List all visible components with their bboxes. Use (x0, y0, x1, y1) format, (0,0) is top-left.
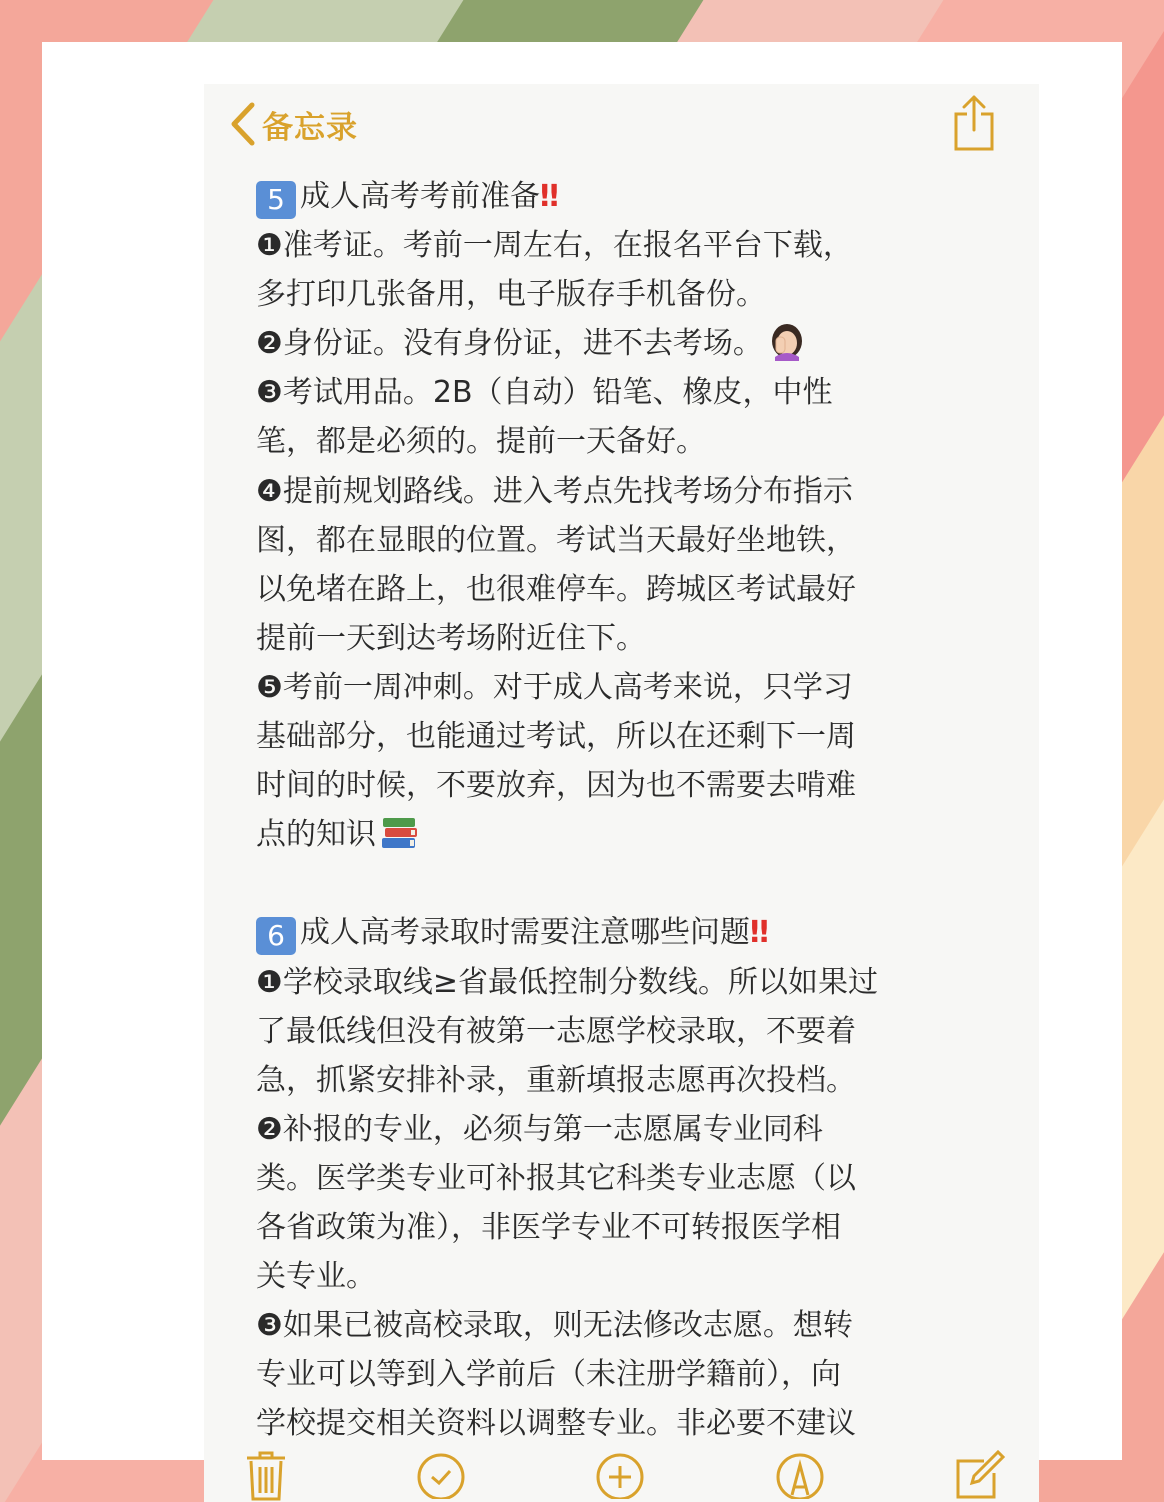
note-line: ❶学校录取线≥省最低控制分数线。所以如果过 (256, 964, 879, 1000)
note-line: 多打印几张备用，电子版存手机备份。 (256, 277, 766, 313)
navigation-bar (204, 84, 1039, 164)
section-title: 成人高考录取时需要注意哪些问题 (300, 915, 750, 951)
note-line-text: ❷身份证。没有身份证，进不去考场。 (256, 326, 763, 362)
markup-button[interactable] (775, 1449, 823, 1501)
double-exclamation-icon: ‼ (540, 179, 553, 214)
bottom-toolbar (204, 1449, 1039, 1502)
checkmark-circle-icon (416, 1484, 466, 1502)
note-line (256, 810, 996, 859)
photo-frame (42, 42, 1122, 1460)
note-line: 学校提交相关资料以调整专业。非必要不建议 (256, 1406, 856, 1442)
note-line: 以免堵在路上，也很难停车。跨城区考试最好 (256, 571, 856, 607)
note-body[interactable] (256, 172, 996, 1448)
note-line: 图，都在显眼的位置。考试当天最好坐地铁， (256, 522, 856, 558)
note-line (256, 319, 996, 368)
note-line: ❺考前一周冲刺。对于成人高考来说，只学习 (256, 669, 853, 705)
chevron-left-icon (230, 102, 256, 146)
compose-button[interactable] (954, 1449, 1002, 1501)
blank-line (256, 859, 996, 908)
pen-tip-circle-icon (775, 1484, 825, 1502)
note-line: 时间的时候，不要放弃，因为也不需要去啃难 (256, 768, 856, 804)
plus-circle-icon (595, 1484, 645, 1502)
section-title: 成人高考考前准备 (300, 179, 540, 214)
back-button[interactable] (230, 100, 358, 148)
trash-icon (244, 1486, 288, 1502)
back-label: 备忘录 (262, 109, 358, 146)
note-line: 类。医学类专业可补报其它科类专业志愿（以 (256, 1160, 856, 1196)
note-line: 笔，都是必须的。提前一天备好。 (256, 424, 706, 460)
checklist-button[interactable] (416, 1449, 464, 1501)
section-heading (256, 172, 996, 221)
double-exclamation-icon: ‼ (750, 915, 763, 951)
note-line: 急，抓紧安排补录，重新填报志愿再次投档。 (256, 1062, 856, 1098)
share-icon (953, 137, 995, 156)
add-button[interactable] (595, 1449, 643, 1501)
compose-icon (954, 1486, 1006, 1502)
note-line: 提前一天到达考场附近住下。 (256, 620, 646, 656)
keycap-number-badge: 5 (256, 181, 296, 219)
note-line: ❶准考证。考前一周左右，在报名平台下载， (256, 228, 853, 264)
note-line: 专业可以等到入学前后（未注册学籍前），向 (256, 1357, 841, 1393)
note-line: ❸如果已被高校录取，则无法修改志愿。想转 (256, 1308, 853, 1344)
note-line: 了最低线但没有被第一志愿学校录取，不要着 (256, 1013, 856, 1049)
keycap-number-badge: 6 (256, 917, 296, 955)
note-line-text: 点的知识 (256, 817, 376, 853)
section-heading (256, 908, 996, 957)
note-line: 关专业。 (256, 1259, 376, 1295)
note-line: 基础部分，也能通过考试，所以在还剩下一周 (256, 719, 856, 755)
share-button[interactable] (953, 94, 995, 152)
delete-button[interactable] (244, 1449, 292, 1501)
books-emoji-icon (380, 814, 420, 867)
notes-screen (204, 84, 1039, 1502)
note-line: ❸考试用品。2B（自动）铅笔、橡皮，中性 (256, 375, 833, 411)
note-line: ❹提前规划路线。进入考点先找考场分布指示 (256, 473, 853, 509)
note-line: ❷补报的专业，必须与第一志愿属专业同科 (256, 1111, 823, 1147)
note-line: 各省政策为准），非医学专业不可转报医学相 (256, 1209, 841, 1245)
